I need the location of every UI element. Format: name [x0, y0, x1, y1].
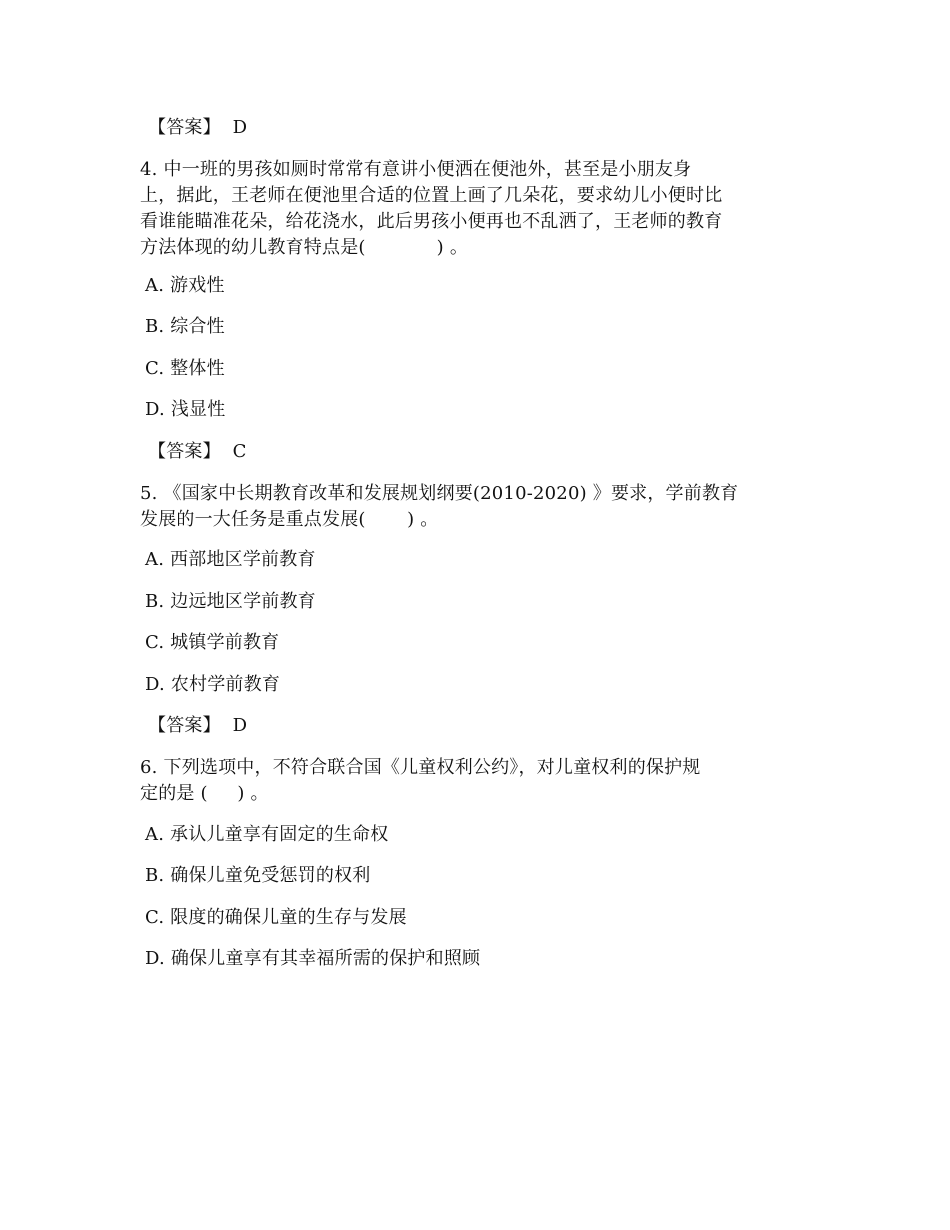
question-4-line-3: 看谁能瞄准花朵，给花浇水，此后男孩小便再也不乱洒了，王老师的教育: [140, 211, 723, 232]
answer-label: 【答案】: [148, 441, 221, 462]
question-4-option-c: C. 整体性: [145, 358, 225, 379]
question-6-line-2: 定的是 ( ) 。: [140, 783, 269, 804]
question-6-option-c: C. 限度的确保儿童的生存与发展: [145, 907, 407, 928]
answer-line: [148, 439, 247, 465]
question-6-option-b: B. 确保儿童免受惩罚的权利: [145, 865, 371, 886]
answer-value: C: [232, 441, 247, 462]
question-5-line-2: 发展的一大任务是重点发展( ) 。: [140, 509, 439, 530]
question-4-option-d: D. 浅显性: [145, 399, 226, 420]
question-5-option-c: C. 城镇学前教育: [145, 632, 280, 653]
answer-label: 【答案】: [148, 715, 221, 736]
question-5-option-a: A. 西部地区学前教育: [145, 549, 316, 570]
question-6-option-a: A. 承认儿童享有固定的生命权: [145, 824, 389, 845]
question-4-line-1: 4. 中一班的男孩如厕时常常有意讲小便洒在便池外，甚至是小朋友身: [140, 159, 692, 180]
question-4-option-a: A. 游戏性: [145, 275, 225, 296]
answer-line: [148, 713, 247, 739]
answer-value: D: [232, 715, 248, 736]
question-5-option-b: B. 边远地区学前教育: [145, 591, 316, 612]
question-4-option-b: B. 综合性: [145, 316, 225, 337]
question-5-option-d: D. 农村学前教育: [145, 674, 281, 695]
question-4-line-4: 方法体现的幼儿教育特点是( ) 。: [140, 237, 469, 258]
answer-line: [148, 115, 247, 141]
answer-value: D: [232, 117, 248, 138]
question-6-line-1: 6. 下列选项中，不符合联合国《儿童权利公约》，对儿童权利的保护规: [140, 757, 701, 778]
question-6-option-d: D. 确保儿童享有其幸福所需的保护和照顾: [145, 948, 481, 969]
question-5-line-1: 5. 《国家中长期教育改革和发展规划纲要(2010-2020) 》要求，学前教育: [140, 483, 739, 504]
question-4-line-2: 上，据此，王老师在便池里合适的位置上画了几朵花，要求幼儿小便时比: [140, 185, 723, 206]
answer-label: 【答案】: [148, 117, 221, 138]
